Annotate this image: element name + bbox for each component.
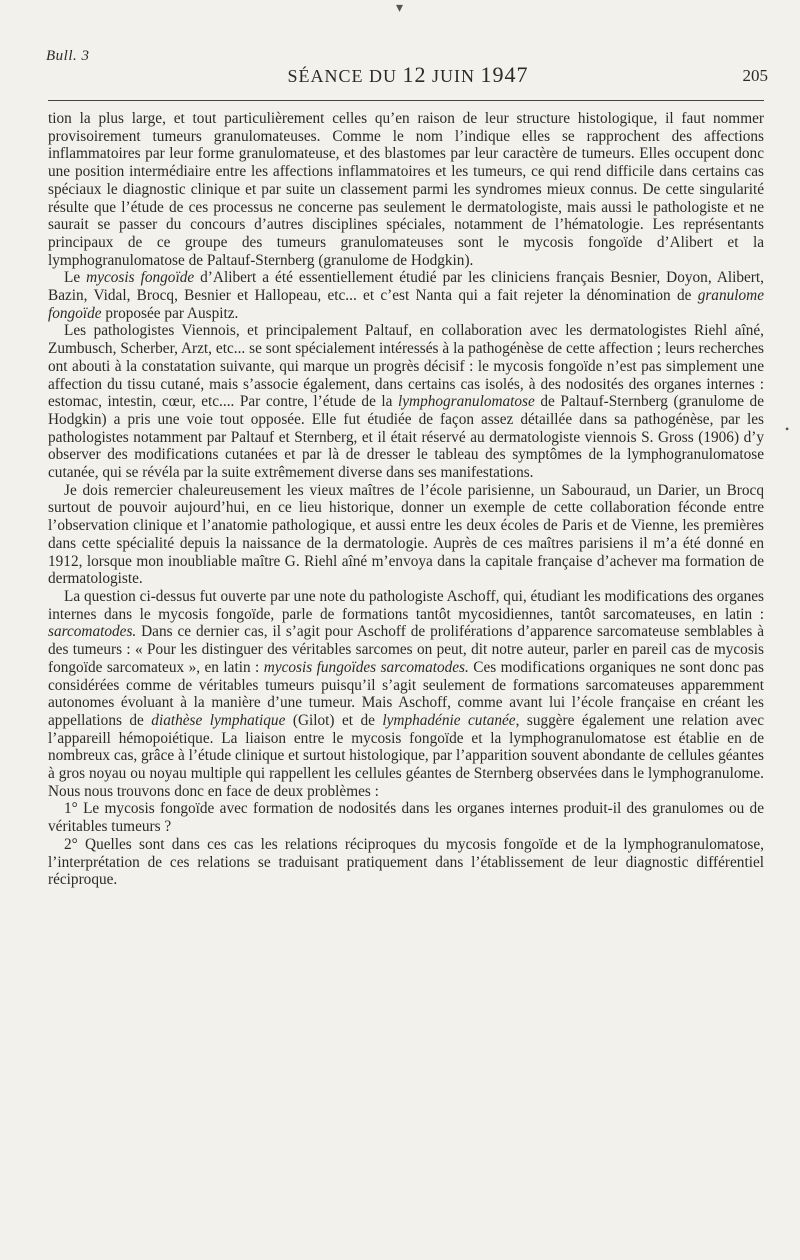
text-run: Je dois remercier chaleureusement les vieux maîtres de l’école parisienne, un Sabouraud, un Darier, un Brocq surtout de pouvoir aujourd’hui, en ce lieu historique, donner un exemple de cette collaboration féconde entre l’observation clinique et l’anatomie pathologique, et aussi entre les deux écoles de Paris et de Vienne, les premières dans cette spécialité depuis la naissance de la dermatologie. Auprès de ces maîtres parisiens il m’a été donné en 1912, lorsque mon inoubliable maître G. Riehl aîné m’envoya dans la capitale française d’achever ma formation de dermatologiste.	[48, 481, 764, 588]
page-number: 205	[742, 66, 768, 85]
text-run: Dans ce dernier cas, il s’agit pour Aschoff de proliférations d’apparence sarcomateuse semblables à des tumeurs : « Pour les distinguer des véritables sarcomes on peut, dit notre auteur, parler en pareil cas de mycosis fongoïde sarcomateux », en latin :	[48, 623, 764, 676]
italic-term: mycosis fungoïdes sarcomatodes.	[263, 658, 469, 676]
title-day: 12	[402, 62, 427, 87]
text-run: 1° Le mycosis fongoïde avec formation de nodosités dans les organes internes produit-il des granulomes ou de véritables tumeurs ?	[48, 800, 764, 836]
page-header	[48, 62, 768, 92]
title-month: JUIN	[432, 66, 475, 86]
title-prefix: SÉANCE DU	[287, 66, 397, 86]
paragraph-p7	[48, 836, 764, 889]
italic-term: sarcomatodes.	[48, 623, 137, 641]
italic-term: lymphadénie cutanée	[382, 711, 516, 729]
paragraph-p5	[48, 588, 764, 800]
italic-term: diathèse lymphatique	[151, 711, 286, 729]
text-run: de Paltauf-Sternberg (granulome de Hodgkin) a pris une voie tout opposée. Elle fut étudiée de façon assez détaillée dans sa pathogénèse, par les pathologistes notamment par Paltauf et Sternberg, et il était réservé au dermatologiste viennois S. Gross (1906) d’y observer des modifications cutanées et par là de dresser le tableau des symptômes de la lymphogranulomatose cutanée, qui se révéla par la suite extrêmement diverse dans ses manifestations.	[48, 393, 764, 482]
paragraph-p2	[48, 269, 764, 322]
text-run: 2° Quelles sont dans ces cas les relations réciproques du mycosis fongoïde et de la lymphogranulomatose, l’interprétation de ces relations se traduisant pratiquement dans l’établissement de leur diagnostic différentiel réciproque.	[48, 835, 764, 889]
text-run: La question ci-dessus fut ouverte par une note du pathologiste Aschoff, qui, étudiant les modifications des organes internes dans le mycosis fongoïde, parle de formations tantôt mycosidiennes, tantôt sarcomateuses, en latin :	[48, 587, 764, 623]
article-body	[48, 110, 764, 889]
text-run: proposée par Auspitz.	[101, 304, 239, 322]
paragraph-p3	[48, 322, 764, 481]
running-title	[48, 62, 768, 88]
text-run: (Gilot) et de	[285, 711, 383, 729]
text-run: Ces modifications organiques ne sont donc pas considérées comme de véritables tumeurs puisqu’il s’agit seulement de formations sarcomateuses apparemment autonomes évoluant à la manière d’une tumeur. Mais Aschoff, comme avant lui l’école française en créant les appellations de	[48, 658, 764, 729]
paragraph-p1	[48, 110, 764, 269]
text-run: , suggère également une relation avec l’appareill hémopoiétique. La liaison entre le mycosis fongoïde et la lymphogranulomatose est établie en de nombreux cas, grâce à l’étude clinique et surtout histologique, par l’apparition souvent abondante de cellules géantes à gros noyau ou noyau multiple qui rappellent les cellules géantes de Sternberg observées dans le lymphogranulome. Nous nous trouvons donc en face de deux problèmes :	[48, 711, 764, 800]
title-year: 1947	[480, 62, 529, 87]
journal-reference: Bull. 3	[46, 48, 90, 64]
italic-term: granulome fongoïde	[48, 287, 764, 322]
margin-dot-mark: •	[785, 422, 790, 436]
text-run: tion la plus large, et tout particulièrement celles qu’en raison de leur structure histologique, il faut nommer provisoirement tumeurs granulomateuses. Comme le nom l’indique elles se rapprochent des affections inflammatoires par leur forme granulomateuse, et des blastomes par leur caractère de tumeurs. Elles occupent donc une position intermédiaire entre les affections inflammatoires et les tumeurs, ce qui rend difficile dans certains cas spéciaux le diagnostic clinique et par suite un classement parmi les syndromes mieux connus. De cette singularité résulte que l’étude de ces processus ne concerne pas seulement le dermatologiste, mais aussi le pathologiste et ne saurait se passer du concours d’autres disciplines spéciales, notamment de l’hématologie. Les représentants principaux de ce groupe des tumeurs granulomateuses sont le mycosis fongoïde d’Alibert et la lymphogranulomatose de Paltauf-Sternberg (granulome de Hodgkin).	[48, 110, 764, 269]
text-run: Le	[64, 269, 87, 287]
text-run: Les pathologistes Viennois, et principalement Paltauf, en collaboration avec les dermatologistes Riehl aîné, Zumbusch, Scherber, Arzt, etc... se sont spécialement intéressés à la pathogénèse de cette affection ; leurs recherches ont abouti à la constatation suivante, qui marque un progrès décisif : le mycosis fongoïde n’est pas simplement une affection du tissu cutané, mais s’associe également, dans certains cas isolés, à des nodosités des organes internes : estomac, intestin, cœur, etc.... Par contre, l’étude de la	[48, 322, 764, 411]
text-run: d’Alibert a été essentiellement étudié par les cliniciens français Besnier, Doyon, Alibert, Bazin, Vidal, Brocq, Besnier et Hallopeau, etc... et c’est Nanta qui a fait rejeter la dénomination de	[48, 269, 764, 305]
paragraph-p4	[48, 482, 764, 588]
header-rule	[48, 100, 764, 101]
italic-term: mycosis fongoïde	[86, 269, 195, 287]
top-page-mark: ▾	[396, 1, 404, 16]
italic-term: lymphogranulomatose	[397, 393, 535, 411]
paragraph-p6	[48, 800, 764, 835]
